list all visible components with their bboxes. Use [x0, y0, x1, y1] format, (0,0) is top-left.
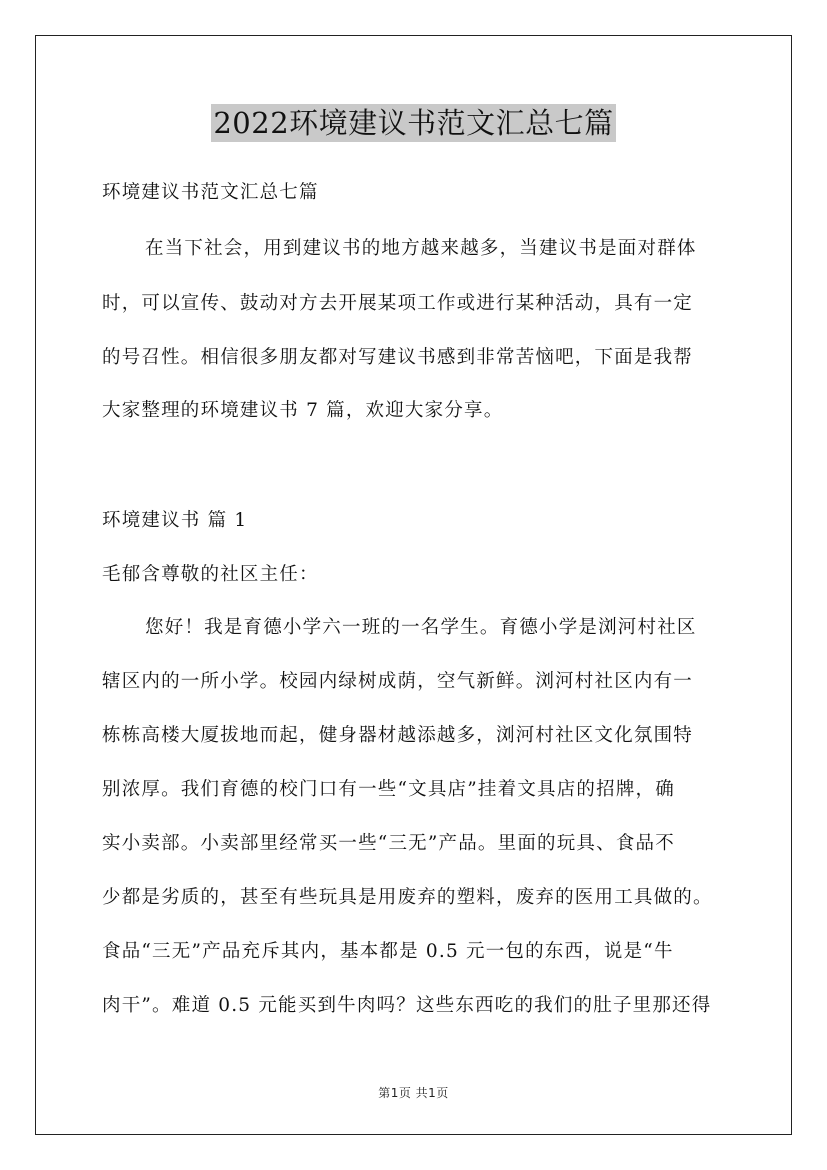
page-number-footer: 第1页 共1页	[378, 1086, 449, 1100]
body-line: 实小卖部。小卖部里经常买一些“三无”产品。里面的玩具、食品不	[102, 833, 675, 854]
body-line: 少都是劣质的，甚至有些玩具是用废弃的塑料，废弃的医用工具做的。	[102, 887, 713, 908]
document-title-container	[0, 104, 827, 142]
intro-line: 大家整理的环境建议书 7 篇，欢迎大家分享。	[102, 400, 504, 421]
intro-line: 时，可以宣传、鼓动对方去开展某项工作或进行某种活动，具有一定	[102, 293, 694, 314]
body-line: 食品“三无”产品充斥其内，基本都是 0.5 元一包的东西，说是“牛	[102, 941, 674, 962]
intro-line: 的号召性。相信很多朋友都对写建议书感到非常苦恼吧，下面是我帮	[102, 347, 694, 368]
document-title: 2022环境建议书范文汇总七篇	[213, 106, 614, 140]
salutation: 毛郁含尊敬的社区主任：	[102, 564, 319, 585]
section-heading: 环境建议书 篇 1	[102, 510, 248, 531]
body-line: 别浓厚。我们育德的校门口有一些“文具店”挂着文具店的招牌，确	[102, 779, 675, 800]
document-subtitle: 环境建议书范文汇总七篇	[102, 182, 319, 203]
body-line: 肉干”。难道 0.5 元能买到牛肉吗？这些东西吃的我们的肚子里那还得	[102, 995, 712, 1016]
body-line: 您好！我是育德小学六一班的一名学生。育德小学是浏河村社区	[145, 617, 697, 638]
body-line: 栋栋高楼大厦拔地而起，健身器材越添越多，浏河村社区文化氛围特	[102, 725, 694, 746]
body-line: 辖区内的一所小学。校园内绿树成荫，空气新鲜。浏河村社区内有一	[102, 671, 694, 692]
intro-line: 在当下社会，用到建议书的地方越来越多，当建议书是面对群体	[145, 238, 697, 259]
